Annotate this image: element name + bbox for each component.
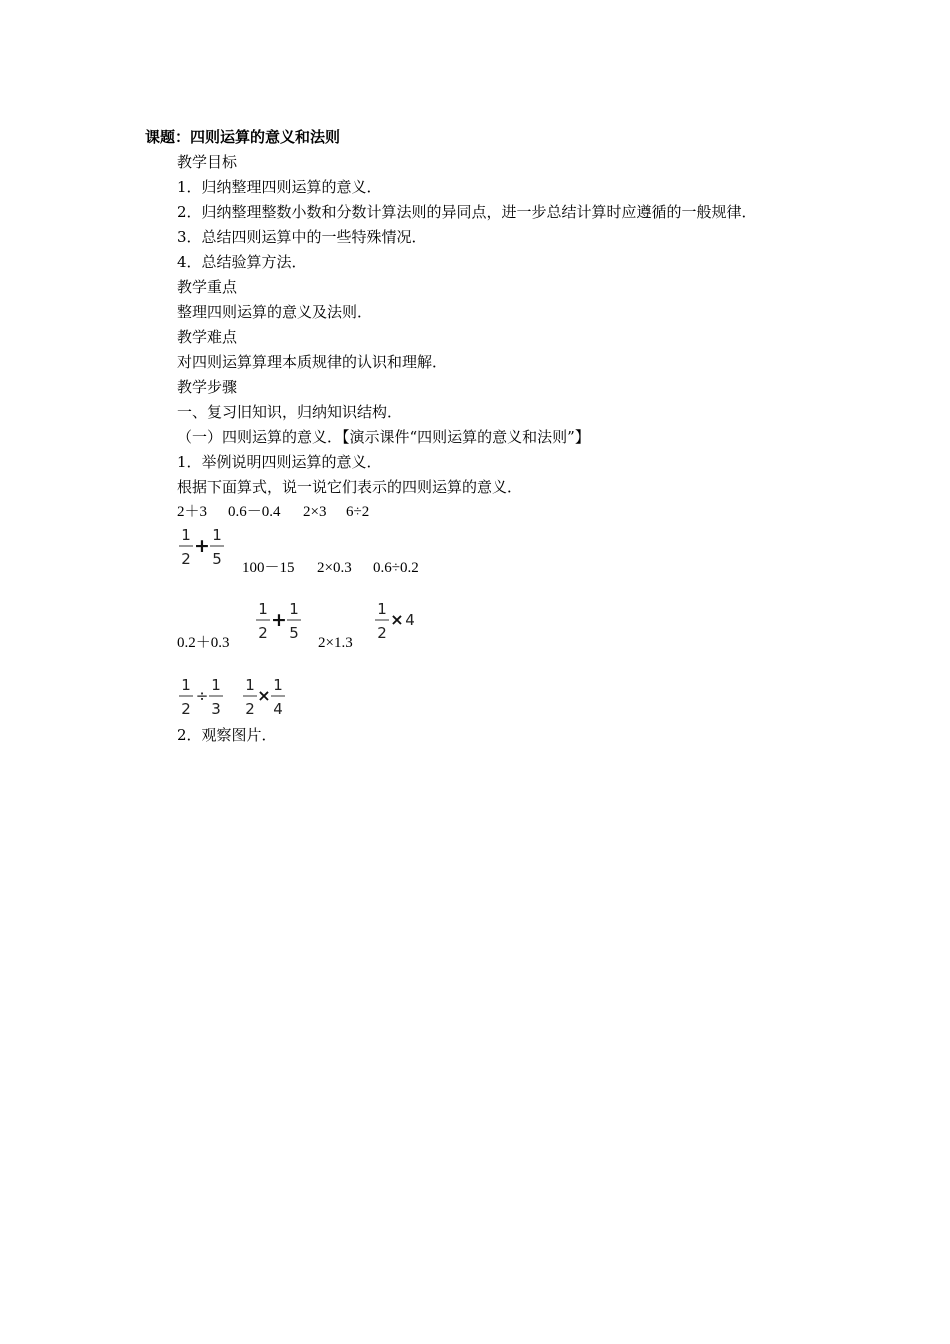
expr-0.6-minus-0.4: 0.6－0.4 <box>228 504 281 520</box>
fraction-expr-half-div-third <box>175 674 227 720</box>
svg-text:×: × <box>257 686 271 705</box>
instruction-text: 根据下面算式，说一说它们表示的四则运算的意义． <box>177 478 523 496</box>
svg-text:+: + <box>194 535 210 557</box>
svg-text:2: 2 <box>377 624 387 642</box>
svg-text:1: 1 <box>377 600 387 618</box>
item-1-text: 1．举例说明四则运算的意义． <box>177 453 382 471</box>
fraction-expr-half-times-quarter <box>239 674 291 720</box>
lesson-title: 课题：四则运算的意义和法则 <box>145 128 341 146</box>
fraction-expr-half-plus-fifth <box>175 524 227 570</box>
svg-text:1: 1 <box>181 526 191 544</box>
expr-2-times-1.3: 2×1.3 <box>318 635 353 651</box>
svg-text:+: + <box>271 609 287 631</box>
item-2-text: 2．观察图片． <box>177 726 277 744</box>
expr-2-times-0.3: 2×0.3 <box>317 560 352 576</box>
objective-4: 4．总结验算方法． <box>177 253 307 271</box>
svg-text:1: 1 <box>289 600 299 618</box>
svg-text:1: 1 <box>273 676 283 694</box>
expr-2-plus-3: 2＋3 <box>177 504 208 520</box>
objective-2: 2．归纳整理整数小数和分数计算法则的异同点，进一步总结计算时应遵循的一般规律． <box>177 203 757 221</box>
svg-text:3: 3 <box>211 700 221 718</box>
expr-100-minus-15: 100－15 <box>242 560 295 576</box>
expr-0.2-plus-0.3: 0.2＋0.3 <box>177 635 230 651</box>
svg-text:5: 5 <box>212 550 222 568</box>
subsection-heading: （一）四则运算的意义．【演示课件“四则运算的意义和法则”】 <box>177 428 590 446</box>
svg-text:4: 4 <box>273 700 283 718</box>
fraction-expr-half-times-four <box>372 598 420 644</box>
svg-text:2: 2 <box>245 700 255 718</box>
section-heading-difficulties: 教学难点 <box>177 328 238 346</box>
step-1-heading: 一、复习旧知识，归纳知识结构． <box>177 403 403 421</box>
objective-3: 3．总结四则运算中的一些特殊情况． <box>177 228 427 246</box>
key-point-text: 整理四则运算的意义及法则． <box>177 303 373 321</box>
section-heading-key-points: 教学重点 <box>177 278 238 296</box>
section-heading-steps: 教学步骤 <box>177 378 238 396</box>
section-heading-objectives: 教学目标 <box>177 153 238 171</box>
svg-text:×: × <box>390 610 404 629</box>
svg-text:1: 1 <box>181 676 191 694</box>
svg-text:1: 1 <box>212 526 222 544</box>
svg-text:4: 4 <box>405 611 415 629</box>
objective-1: 1．归纳整理四则运算的意义． <box>177 178 382 196</box>
svg-text:2: 2 <box>181 550 191 568</box>
svg-text:1: 1 <box>258 600 268 618</box>
svg-text:÷: ÷ <box>195 687 209 705</box>
svg-text:2: 2 <box>181 700 191 718</box>
svg-text:1: 1 <box>211 676 221 694</box>
expr-0.6-div-0.2: 0.6÷0.2 <box>373 560 419 576</box>
expr-6-div-2: 6÷2 <box>346 504 370 520</box>
difficulty-text: 对四则运算算理本质规律的认识和理解． <box>177 353 448 371</box>
svg-text:5: 5 <box>289 624 299 642</box>
expr-2-times-3: 2×3 <box>303 504 327 520</box>
svg-text:1: 1 <box>245 676 255 694</box>
svg-text:2: 2 <box>258 624 268 642</box>
fraction-expr-half-plus-fifth-2 <box>252 598 304 644</box>
